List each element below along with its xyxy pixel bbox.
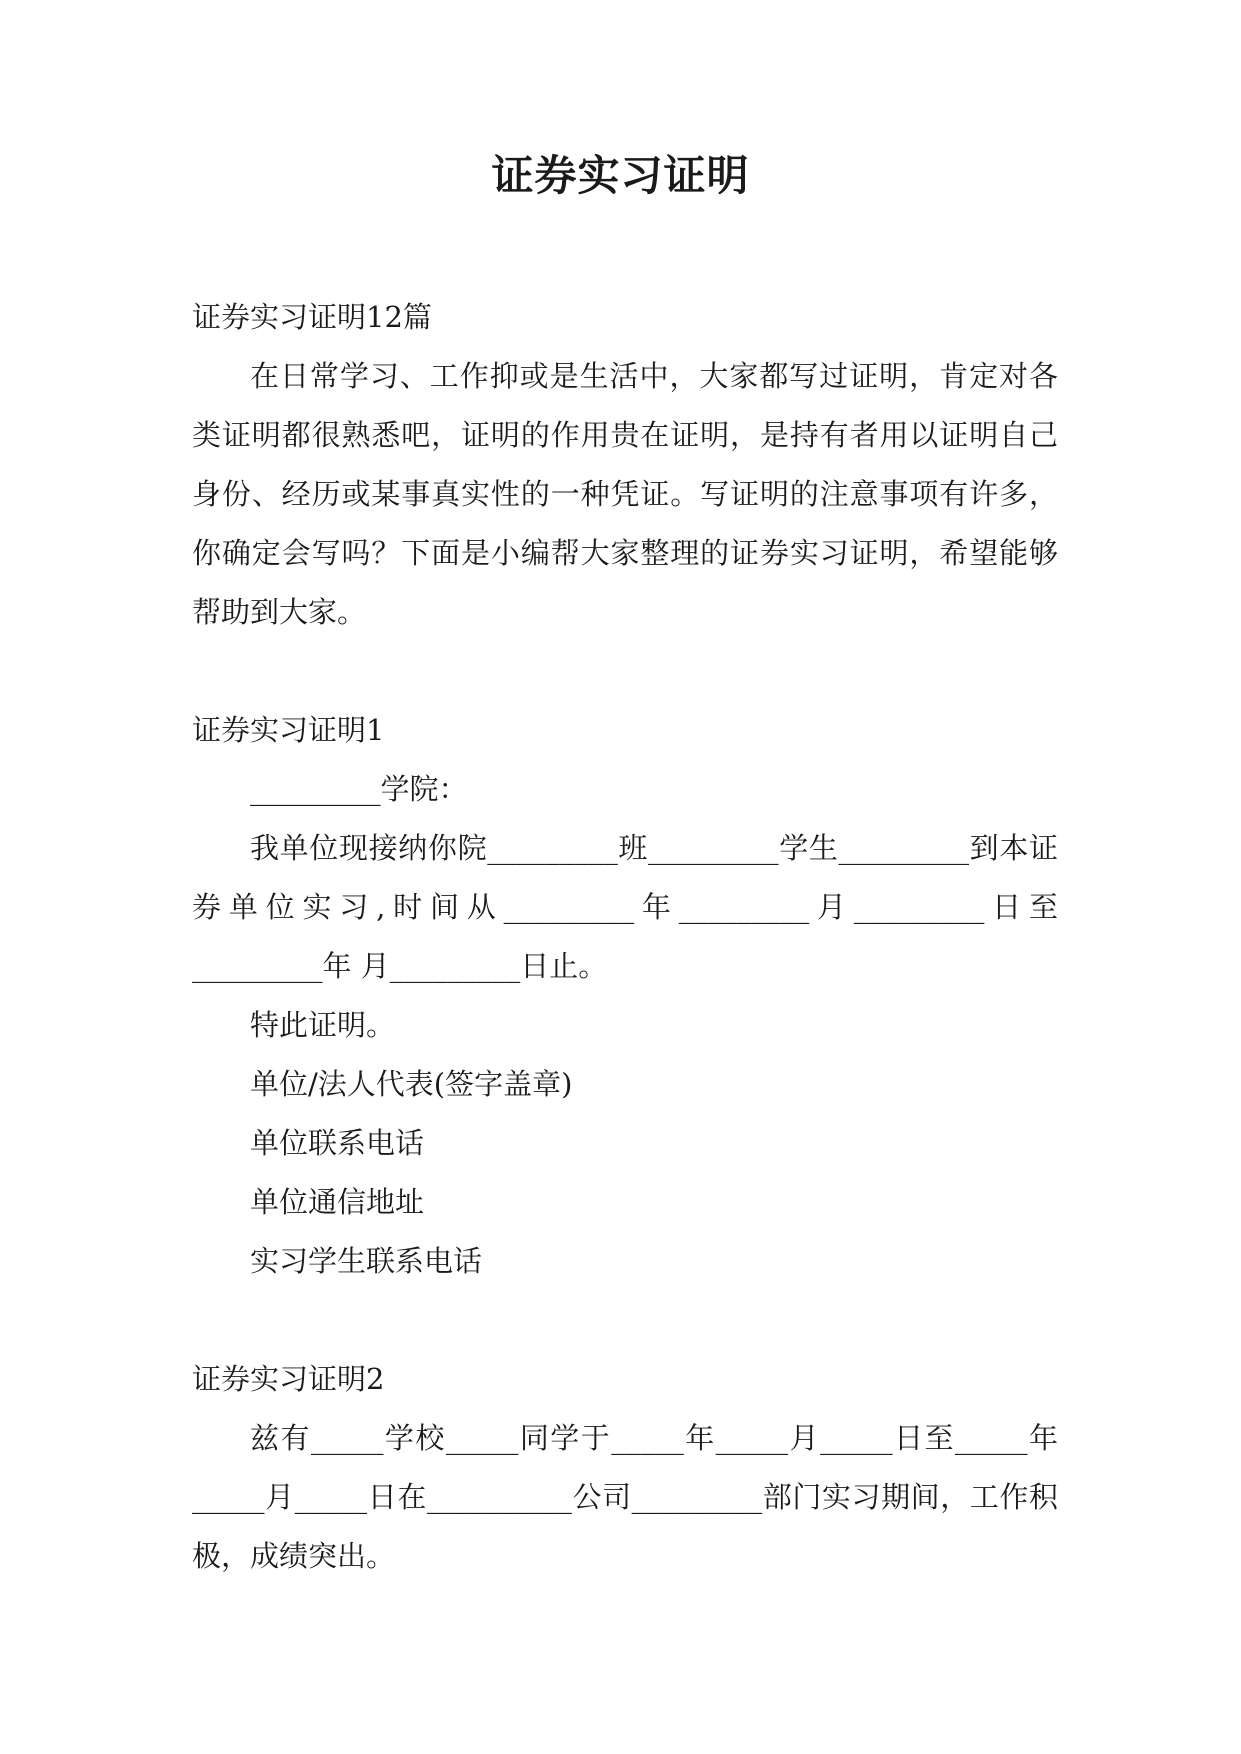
document-title: 证券实习证明 xyxy=(491,151,750,200)
section1-body: 我单位现接纳你院_________班_________学生_________到本证券单位实习,时间从_________年_________月_________日至_________年 月_________日止。 xyxy=(192,831,1058,983)
section1-line-5: 实习学生联系电话 xyxy=(250,1244,483,1278)
spacer xyxy=(192,1291,1058,1350)
section1-line-3: 单位联系电话 xyxy=(250,1126,425,1160)
intro-heading: 证券实习证明12篇 xyxy=(192,300,432,334)
section1-line-4: 单位通信地址 xyxy=(250,1185,425,1219)
section2-body: 兹有_____学校_____同学于_____年_____月_____日至_____年_____月_____日在__________公司_________部门实习期间，工作积极，成绩突出。 xyxy=(192,1421,1058,1573)
section1-line-2: 单位/法人代表(签字盖章) xyxy=(250,1067,573,1101)
document-body xyxy=(192,288,1058,1586)
section1-line-1: 特此证明。 xyxy=(250,1008,396,1042)
intro-paragraph: 在日常学习、工作抑或是生活中，大家都写过证明，肯定对各类证明都很熟悉吧，证明的作用贵在证明，是持有者用以证明自己身份、经历或某事真实性的一种凭证。写证明的注意事项有许多，你确定会写吗？下面是小编帮大家整理的证券实习证明，希望能够帮助到大家。 xyxy=(192,359,1058,629)
section1-salutation: _________学院： xyxy=(250,772,468,806)
section1-heading: 证券实习证明1 xyxy=(192,713,385,747)
section2-heading: 证券实习证明2 xyxy=(192,1362,385,1396)
spacer xyxy=(192,642,1058,701)
